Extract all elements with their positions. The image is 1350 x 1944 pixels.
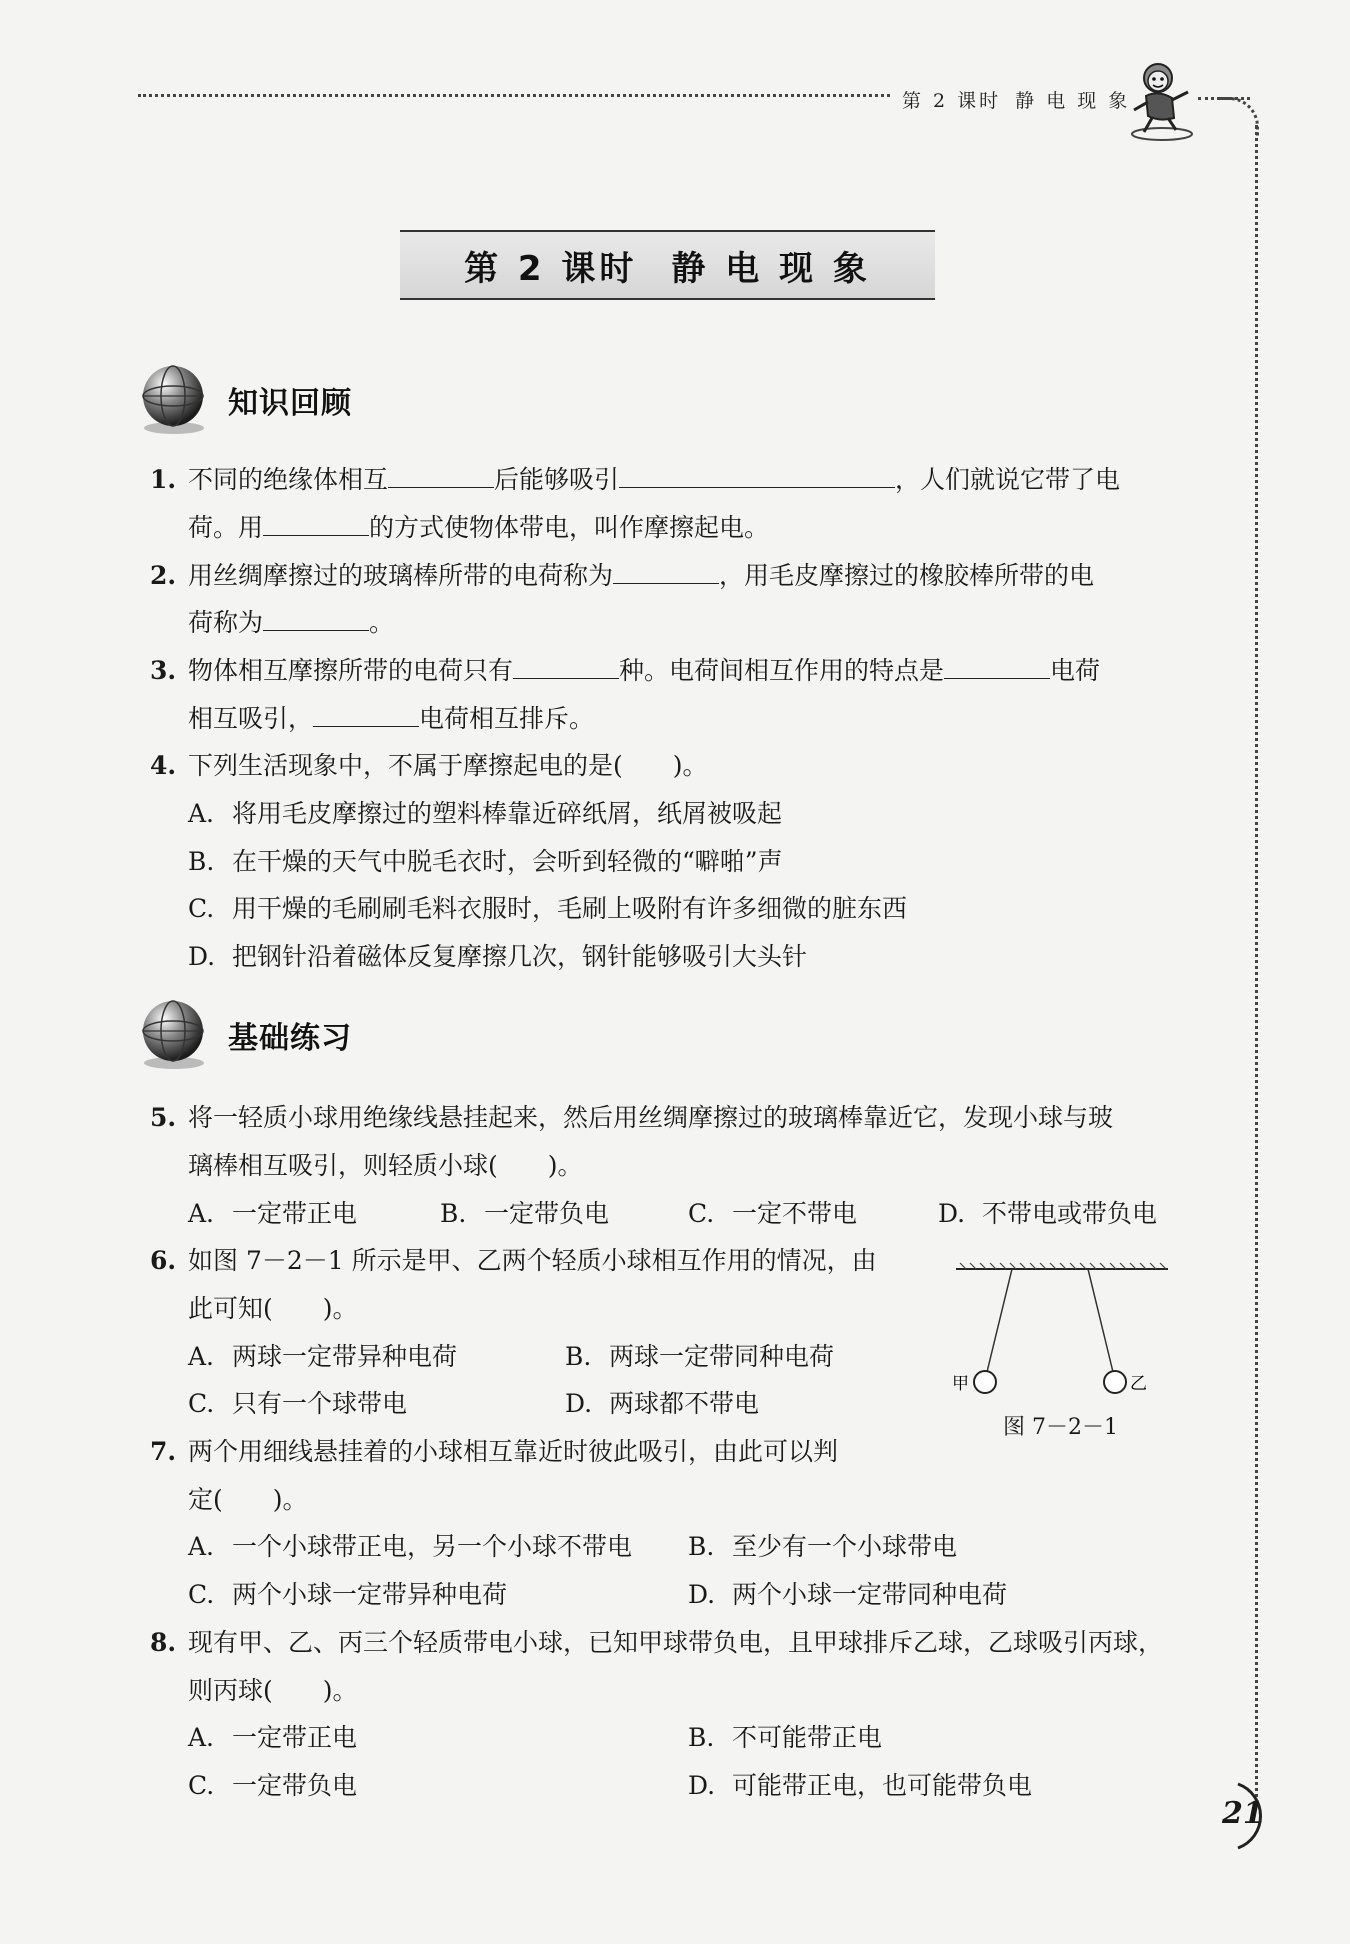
option-text: 用干燥的毛刷刷毛料衣服时，毛刷上吸附有许多细微的脏东西 xyxy=(232,894,908,923)
lesson-title xyxy=(464,241,871,290)
question-6 xyxy=(150,1241,877,1277)
option-letter: B. xyxy=(688,1723,715,1752)
option-letter: B. xyxy=(188,847,215,876)
q7-option-d[interactable] xyxy=(688,1575,1007,1611)
option-text: 一定不带电 xyxy=(732,1199,858,1228)
question-5 xyxy=(150,1098,1113,1134)
option-letter: A. xyxy=(188,1199,215,1228)
option-letter: D. xyxy=(688,1771,716,1800)
option-text: 把钢针沿着磁体反复摩擦几次，钢针能够吸引大头针 xyxy=(232,942,808,971)
q5-line-1: 将一轻质小球用绝缘线悬挂起来，然后用丝绸摩擦过的玻璃棒靠近它，发现小球与玻 xyxy=(188,1103,1114,1132)
q6-line-1: 如图 7－2－1 所示是甲、乙两个轻质小球相互作用的情况，由 xyxy=(188,1246,877,1275)
q8-option-d[interactable] xyxy=(688,1766,1032,1802)
lesson-title-topic: 静 电 现 象 xyxy=(671,248,871,289)
option-letter: A. xyxy=(188,1532,215,1561)
q5-option-d[interactable] xyxy=(938,1194,1157,1230)
running-header-lesson: 第 2 课时 xyxy=(902,90,1002,112)
option-letter: A. xyxy=(188,1723,215,1752)
figure-hanging-balls xyxy=(950,1255,1170,1435)
figure-caption: 图 7－2－1 xyxy=(1003,1415,1118,1440)
q8-line-1: 现有甲、乙、丙三个轻质带电小球，已知甲球带负电，且甲球排斥乙球，乙球吸引丙球， xyxy=(188,1628,1164,1657)
option-letter: B. xyxy=(440,1199,467,1228)
question-7 xyxy=(150,1432,838,1468)
q6-option-b[interactable] xyxy=(565,1337,834,1373)
q7-option-a[interactable] xyxy=(188,1527,632,1563)
q4-stem: 下列生活现象中，不属于摩擦起电的是( )。 xyxy=(188,751,708,780)
question-4 xyxy=(150,746,708,782)
q8-line-2: 则丙球( )。 xyxy=(188,1676,358,1705)
option-letter: B. xyxy=(688,1532,715,1561)
q2-text-b: ，用毛皮摩擦过的橡胶棒所带的电 xyxy=(719,561,1095,590)
q1-text-e: 的方式使物体带电，叫作摩擦起电。 xyxy=(369,513,770,542)
option-text: 将用毛皮摩擦过的塑料棒靠近碎纸屑，纸屑被吸起 xyxy=(232,799,783,828)
answer-blank[interactable] xyxy=(619,465,895,488)
q6-option-a[interactable] xyxy=(188,1337,457,1373)
header-dotted-rule xyxy=(138,94,890,97)
question-number: 1. xyxy=(150,465,177,494)
option-letter: C. xyxy=(188,894,215,923)
option-letter: D. xyxy=(938,1199,966,1228)
q5-option-a[interactable] xyxy=(188,1194,357,1230)
answer-blank[interactable] xyxy=(613,561,719,584)
q1-text-d: 荷。用 xyxy=(188,513,264,542)
question-number: 3. xyxy=(150,656,177,685)
option-text: 一定带正电 xyxy=(232,1199,358,1228)
option-text: 在干燥的天气中脱毛衣时，会听到轻微的“噼啪”声 xyxy=(232,847,783,876)
question-2-continued xyxy=(188,603,394,639)
option-letter: B. xyxy=(565,1342,592,1371)
question-1 xyxy=(150,460,1120,496)
answer-blank[interactable] xyxy=(944,656,1050,679)
option-letter: D. xyxy=(688,1580,716,1609)
globe-icon xyxy=(136,362,210,436)
q7-option-c[interactable] xyxy=(188,1575,507,1611)
q5-option-b[interactable] xyxy=(440,1194,609,1230)
answer-blank[interactable] xyxy=(263,608,369,631)
ball-jia xyxy=(974,1371,996,1393)
q1-text-b: 后能够吸引 xyxy=(494,465,620,494)
question-number: 8. xyxy=(150,1628,177,1657)
q4-option-a[interactable] xyxy=(188,794,782,830)
globe-icon xyxy=(136,997,210,1071)
running-header-topic: 静 电 现 象 xyxy=(1015,90,1131,112)
option-text: 一个小球带正电，另一个小球不带电 xyxy=(232,1532,633,1561)
q6-option-c[interactable] xyxy=(188,1384,407,1420)
option-text: 两球一定带同种电荷 xyxy=(609,1342,835,1371)
q3-text-d: 相互吸引， xyxy=(188,704,314,733)
q4-option-c[interactable] xyxy=(188,889,907,925)
option-letter: C. xyxy=(188,1389,215,1418)
section-title-practice: 基础练习 xyxy=(228,1021,352,1056)
q7-line-1: 两个用细线悬挂着的小球相互靠近时彼此吸引，由此可以判 xyxy=(188,1437,839,1466)
running-header xyxy=(902,86,1130,113)
answer-blank[interactable] xyxy=(313,704,419,727)
ball-yi xyxy=(1104,1371,1126,1393)
question-number: 7. xyxy=(150,1437,177,1466)
left-thread xyxy=(987,1269,1012,1372)
option-text: 一定带负电 xyxy=(232,1771,358,1800)
option-letter: C. xyxy=(188,1580,215,1609)
option-text: 两个小球一定带异种电荷 xyxy=(232,1580,508,1609)
q2-text-d: 。 xyxy=(369,608,395,637)
right-margin-dotted-rule xyxy=(1255,125,1258,1805)
option-text: 两球都不带电 xyxy=(609,1389,760,1418)
q8-option-b[interactable] xyxy=(688,1718,882,1754)
option-letter: C. xyxy=(188,1771,215,1800)
question-number: 5. xyxy=(150,1103,177,1132)
q4-option-d[interactable] xyxy=(188,937,807,973)
mascot-illustration xyxy=(1122,56,1200,142)
q6-option-d[interactable] xyxy=(565,1384,759,1420)
lesson-title-number: 第 2 课时 xyxy=(464,248,638,289)
option-text: 一定带负电 xyxy=(484,1199,610,1228)
label-yi: 乙 xyxy=(1130,1374,1147,1394)
question-3 xyxy=(150,651,1100,687)
page-number: 21 xyxy=(1222,1796,1264,1831)
question-number: 2. xyxy=(150,561,177,590)
option-text: 可能带正电，也可能带负电 xyxy=(732,1771,1033,1800)
q7-line-2: 定( )。 xyxy=(188,1485,308,1514)
q5-option-c[interactable] xyxy=(688,1194,857,1230)
option-text: 两球一定带异种电荷 xyxy=(232,1342,458,1371)
question-3-continued xyxy=(188,699,594,735)
label-jia: 甲 xyxy=(952,1374,969,1394)
question-number: 6. xyxy=(150,1246,177,1275)
q4-option-b[interactable] xyxy=(188,842,783,878)
option-letter: D. xyxy=(188,942,216,971)
option-text: 一定带正电 xyxy=(232,1723,358,1752)
q7-option-b[interactable] xyxy=(688,1527,957,1563)
page-corner-curve xyxy=(1220,97,1259,136)
answer-blank[interactable] xyxy=(388,465,494,488)
question-8 xyxy=(150,1623,1163,1659)
option-text: 只有一个球带电 xyxy=(232,1389,408,1418)
q8-option-a[interactable] xyxy=(188,1718,357,1754)
q3-text-b: 种。电荷间相互作用的特点是 xyxy=(619,656,945,685)
q2-text-c: 荷称为 xyxy=(188,608,264,637)
option-letter: C. xyxy=(688,1199,715,1228)
lesson-title-banner xyxy=(400,230,935,300)
option-letter: A. xyxy=(188,799,215,828)
option-text: 两个小球一定带同种电荷 xyxy=(732,1580,1008,1609)
q3-text-a: 物体相互摩擦所带的电荷只有 xyxy=(188,656,514,685)
right-thread xyxy=(1088,1269,1113,1372)
option-text: 不带电或带负电 xyxy=(982,1199,1158,1228)
question-1-continued xyxy=(188,508,769,544)
answer-blank[interactable] xyxy=(513,656,619,679)
q1-text-c: ，人们就说它带了电 xyxy=(895,465,1121,494)
option-letter: A. xyxy=(188,1342,215,1371)
option-text: 至少有一个小球带电 xyxy=(732,1532,958,1561)
question-2 xyxy=(150,556,1094,592)
q5-line-2: 璃棒相互吸引，则轻质小球( )。 xyxy=(188,1151,583,1180)
question-number: 4. xyxy=(150,751,177,780)
q8-option-c[interactable] xyxy=(188,1766,357,1802)
q1-text-a: 不同的绝缘体相互 xyxy=(188,465,389,494)
q6-line-2: 此可知( )。 xyxy=(188,1294,358,1323)
option-letter: D. xyxy=(565,1389,593,1418)
section-title-review: 知识回顾 xyxy=(228,386,352,421)
q3-text-e: 电荷相互排斥。 xyxy=(419,704,595,733)
q2-text-a: 用丝绸摩擦过的玻璃棒所带的电荷称为 xyxy=(188,561,614,590)
answer-blank[interactable] xyxy=(263,513,369,536)
q3-text-c: 电荷 xyxy=(1050,656,1101,685)
option-text: 不可能带正电 xyxy=(732,1723,883,1752)
